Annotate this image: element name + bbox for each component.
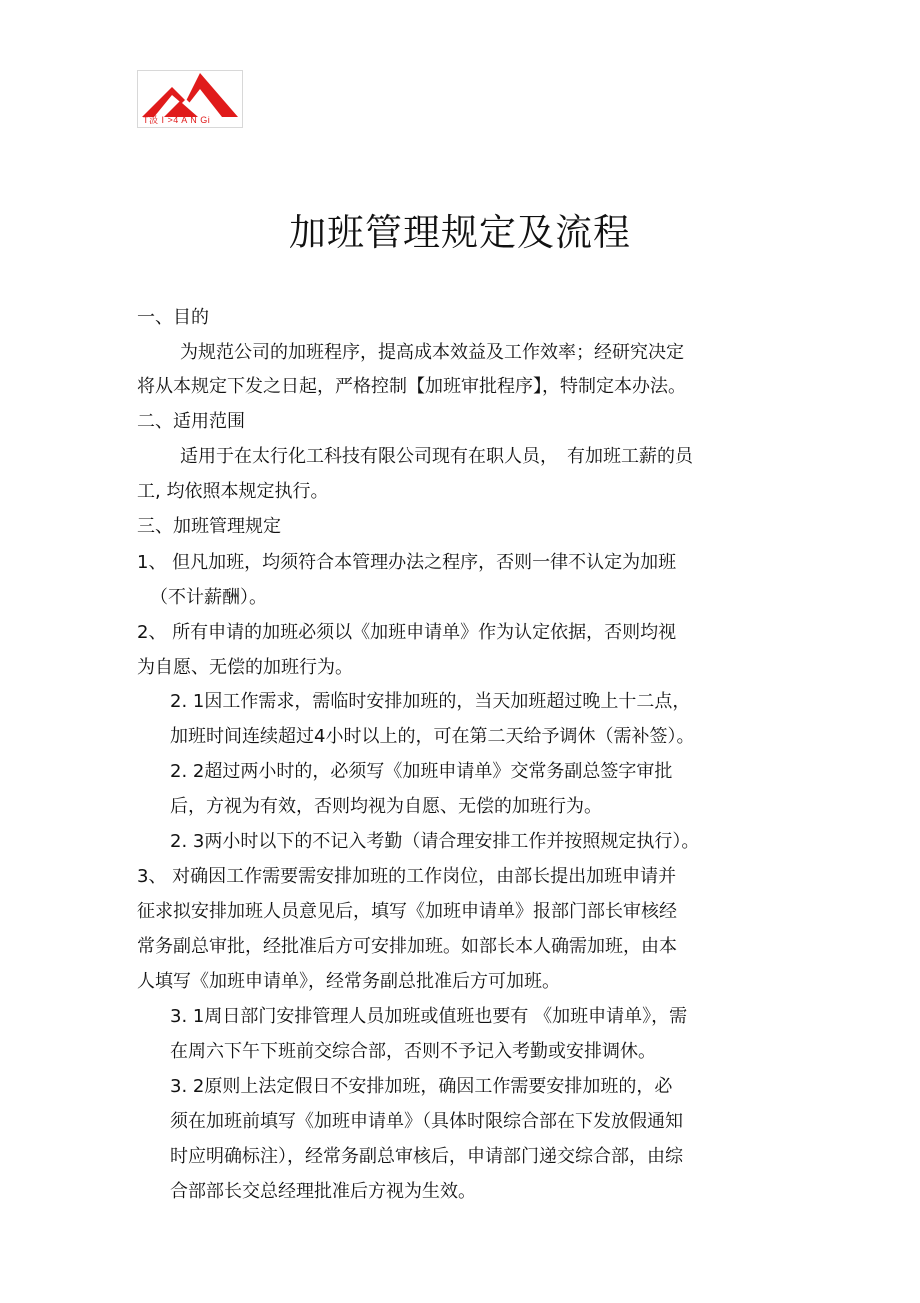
company-logo: [137, 70, 243, 128]
rule-item-2-1: 2. 1因工作需求，需临时安排加班的，当天加班超过晚上十二点，: [170, 691, 691, 712]
section-heading-rules: 三、加班管理规定: [137, 516, 281, 537]
rule-item-3: 3、 对确因工作需要需安排加班的工作岗位，由部长提出加班申请并: [137, 866, 677, 887]
paragraph-line: 工, 均依照本规定执行。: [137, 481, 329, 502]
rule-item-2-2: 2. 2超过两小时的，必须写《加班申请单》交常务副总签字审批: [170, 761, 673, 782]
rule-item-2-3: 2. 3两小时以下的不记入考勤（请合理安排工作并按照规定执行）。: [170, 831, 700, 852]
paragraph-line: 常务副总审批，经批准后方可安排加班。如部长本人确需加班，由本: [137, 936, 677, 957]
rule-item-1: 1、 但凡加班，均须符合本管理办法之程序，否则一律不认定为加班: [137, 552, 677, 573]
rule-item-3-2: 3. 2原则上法定假日不安排加班，确因工作需要安排加班的，必: [170, 1076, 673, 1097]
logo-mountain-icon: [142, 73, 238, 117]
paragraph-line: 适用于在太行化工科技有限公司现有在职人员， 有加班工薪的员: [180, 446, 693, 467]
paragraph-line: （不计薪酬）。: [150, 587, 267, 608]
paragraph-line: 征求拟安排加班人员意见后，填写《加班申请单》报部门部长审核经: [137, 901, 677, 922]
logo-text: T汲 I >4 A N Gi: [143, 115, 211, 125]
paragraph-line: 人填写《加班申请单》，经常务副总批准后方可加班。: [137, 971, 560, 992]
rule-item-2: 2、 所有申请的加班必须以《加班申请单》作为认定依据，否则均视: [137, 622, 677, 643]
section-heading-purpose: 一、目的: [137, 307, 209, 328]
paragraph-line: 须在加班前填写《加班申请单》（具体时限综合部在下发放假通知: [170, 1111, 683, 1132]
paragraph-line: 时应明确标注），经常务副总审核后，申请部门递交综合部，由综: [170, 1146, 683, 1167]
paragraph-line: 为规范公司的加班程序，提高成本效益及工作效率；经研究决定: [180, 342, 684, 363]
section-heading-scope: 二、适用范围: [137, 411, 245, 432]
rule-item-3-1: 3. 1周日部门安排管理人员加班或值班也要有 《加班申请单》，需: [170, 1006, 688, 1027]
paragraph-line: 在周六下午下班前交综合部，否则不予记入考勤或安排调休。: [170, 1041, 656, 1062]
paragraph-line: 加班时间连续超过4小时以上的，可在第二天给予调休（需补签）。: [170, 726, 695, 747]
document-title: 加班管理规定及流程: [289, 211, 631, 254]
paragraph-line: 后，方视为有效，否则均视为自愿、无偿的加班行为。: [170, 796, 602, 817]
paragraph-line: 为自愿、无偿的加班行为。: [137, 657, 353, 678]
paragraph-line: 合部部长交总经理批准后方视为生效。: [170, 1181, 476, 1202]
paragraph-line: 将从本规定下发之日起，严格控制【加班审批程序】，特制定本办法。: [137, 376, 686, 397]
